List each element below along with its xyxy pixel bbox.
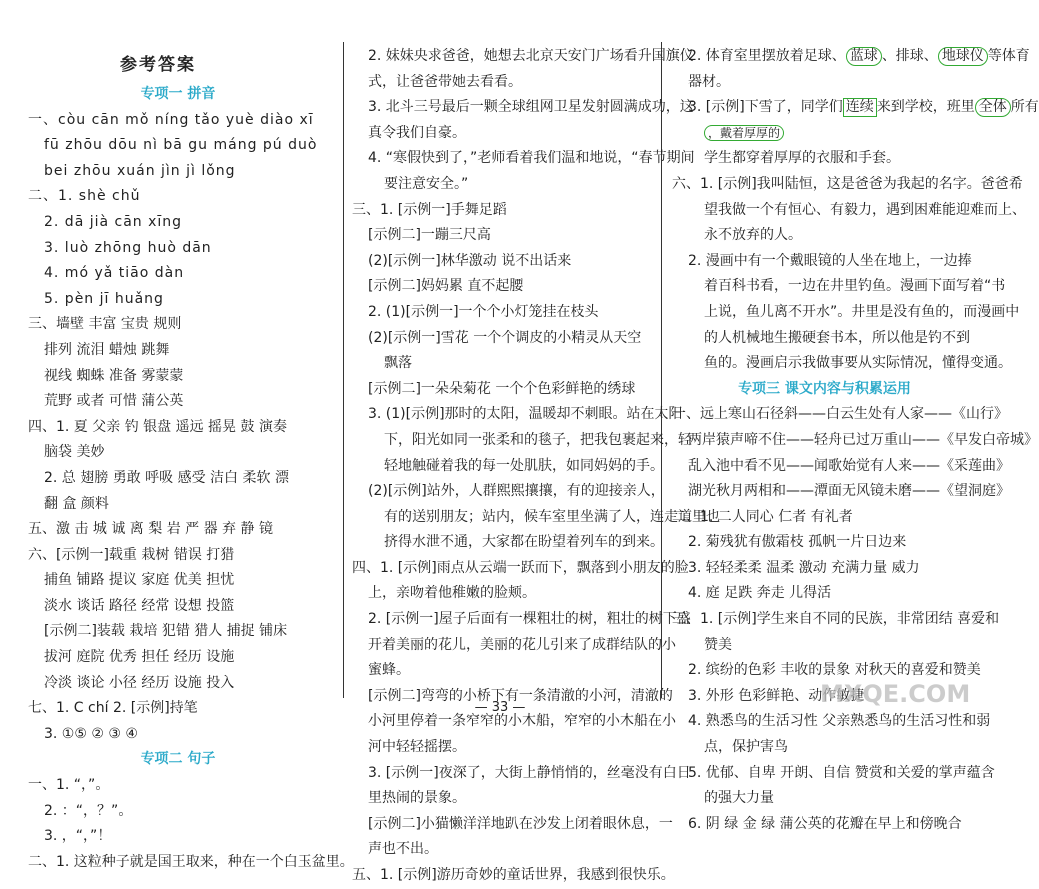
answer-line: 两岸猿声啼不住——轻舟已过万重山——《早发白帝城》	[688, 431, 1038, 448]
answer-line	[672, 121, 977, 147]
answer-line: 2. 菊残犹有傲霜枝 孤帆一片日边来	[688, 534, 907, 551]
answer-line: 3. [示例]下雪了，同学们 连续 来到学校，班里 全体 所有	[688, 99, 1039, 116]
answer-line: 上说，鱼儿离不开水”。井里是没有鱼的，而漫画中	[704, 303, 1020, 320]
answer-line: (2)[示例]站外，人群熙熙攘攘，有的迎接亲人，	[368, 483, 665, 500]
answer-line: 5. pèn jī huǎng	[44, 290, 164, 307]
answer-line: 式，让爸爸带她去看看。	[368, 73, 522, 90]
column-divider	[343, 42, 344, 698]
answer-line: 有的送别朋友；站内，候车室里坐满了人，连走道里也	[384, 508, 720, 525]
answer-line: 飘落	[384, 355, 412, 372]
answer-line: [示例二]弯弯的小桥下有一条清澈的小河，清澈的	[368, 687, 673, 704]
circled-word: 全体	[975, 98, 1011, 117]
answer-line: 声也不出。	[368, 841, 438, 858]
answer-line: 排列 流泪 蜡烛 跳舞	[44, 341, 170, 358]
answer-line: 2. [示例一]屋子后面有一棵粗壮的树，粗壮的树下盛	[368, 611, 691, 628]
answer-line: 脑袋 美妙	[44, 444, 105, 461]
boxed-word: 连续	[843, 98, 877, 117]
answer-line: 3. [示例一]夜深了，大街上静悄悄的，丝毫没有白日	[368, 764, 691, 781]
answer-line: 开着美丽的花儿，美丽的花儿引来了成群结队的小	[368, 636, 676, 653]
circled-word: 地球仪	[938, 47, 988, 66]
answer-line: [示例二]一朵朵菊花 一个个色彩鲜艳的绣球	[368, 380, 636, 397]
answer-line: 淡水 谈话 路径 经常 设想 投篮	[44, 597, 235, 614]
answer-line: 荒野 或者 可惜 蒲公英	[44, 393, 184, 410]
answer-line: (2)[示例一]雪花 一个个调皮的小精灵从天空	[368, 329, 642, 346]
answer-line: 2. 漫画中有一个戴眼镜的人坐在地上，一边捧	[688, 252, 972, 269]
answer-line: 四、1. [示例]雨点从云端一跃而下，飘落到小朋友的脸	[352, 559, 689, 576]
answer-line: 河中轻轻摇摆。	[368, 739, 466, 756]
column-3	[672, 44, 1039, 837]
answer-line: 四、1. 夏 父亲 钓 银盘 遥远 摇晃 鼓 演奏	[28, 418, 287, 435]
answer-line: 一、còu cān mǒ níng tǎo yuè diào xī	[28, 111, 314, 128]
answer-line: 里热闹的景象。	[368, 790, 466, 807]
answer-line: 点，保护害鸟	[704, 739, 788, 756]
answer-line: 永不放弃的人。	[704, 227, 802, 244]
answer-line: [示例二]一蹦三尺高	[368, 227, 491, 244]
page-title: 参考答案	[120, 55, 196, 75]
answer-line: 乱入池中看不见——闻歌始觉有人来——《采莲曲》	[688, 457, 1010, 474]
section-header: 专项二 句子	[140, 751, 216, 768]
answer-line: 学生都穿着厚厚的衣服和手套。	[704, 150, 900, 167]
answer-line: 2. 总 翅膀 勇敢 呼吸 感受 洁白 柔软 漂	[44, 469, 289, 486]
answer-line: 湖光秋月两相和——潭面无风镜未磨——《望洞庭》	[688, 483, 1010, 500]
answer-line: [示例二]妈妈累 直不起腰	[368, 278, 524, 295]
answer-line: 二、1. shè chǔ	[28, 188, 141, 205]
answer-line: 上，亲吻着他稚嫩的脸颊。	[368, 585, 536, 602]
answer-line: 6. 阴 绿 金 绿 蒲公英的花瓣在早上和傍晚合	[688, 815, 962, 832]
answer-line: 4. mó yǎ tiāo dàn	[44, 265, 185, 282]
answer-line: 一、1. “，”。	[28, 777, 110, 794]
answer-line: 2. 妹妹央求爸爸，她想去北京天安门广场看升国旗仪	[368, 48, 694, 64]
column-divider	[661, 42, 662, 698]
column-1	[28, 44, 354, 875]
answer-line: 要注意安全。”	[384, 175, 469, 192]
answer-line: 下，阳光如同一张柔和的毯子，把我包裹起来，轻	[384, 431, 692, 448]
answer-line: 捕鱼 铺路 提议 家庭 优美 担忧	[44, 572, 235, 589]
answer-line: 3. 外形 色彩鲜艳、动作敏捷	[688, 687, 865, 704]
answer-line: 五、激 击 城 诚 离 梨 岩 严 器 弃 静 镜	[28, 521, 273, 538]
answer-line: 二、1. 二人同心 仁者 有礼者	[672, 508, 853, 525]
answer-line: 2. ：“，？”。	[44, 802, 133, 819]
answer-line: 4. 庭 足跌 奔走 儿得活	[688, 585, 832, 602]
answer-line: 着百科书看，一边在井里钓鱼。漫画下面写着“书	[704, 278, 1006, 295]
answer-line: 六、[示例一]载重 栽树 错误 打猎	[28, 546, 235, 563]
answer-line: 鱼的。漫画启示我做事要从实际情况，懂得变通。	[704, 355, 1012, 372]
answer-line: 五、1. [示例]游历奇妙的童话世界，我感到很快乐。	[352, 867, 675, 883]
answer-line: 一、远上寒山石径斜——白云生处有人家——《山行》	[672, 406, 1008, 423]
answer-line: 冷淡 谈论 小径 经历 设施 投入	[44, 674, 235, 691]
answer-line: 真令我们自豪。	[368, 124, 466, 141]
answer-line: 5. 优郁、自卑 开朗、自信 赞赏和关爱的掌声蕴含	[688, 764, 995, 781]
answer-line: 3. 北斗三号最后一颗全球组网卫星发射圆满成功，这	[368, 99, 694, 116]
answer-line: 小河里停着一条窄窄的小木船，窄窄的小木船在小	[368, 713, 676, 730]
answer-line: 轻地触碰着我的每一处肌肤，如同妈妈的手。	[384, 457, 664, 474]
answer-line: 2. 缤纷的色彩 丰收的景象 对秋天的喜爱和赞美	[688, 662, 981, 679]
answer-line: 挤得水泄不通，大家都在盼望着列车的到来。	[384, 534, 664, 551]
answer-line: 的强大力量	[704, 790, 774, 807]
answer-line: 二、1. 这粒种子就是国王取来，种在一个白玉盆里。	[28, 853, 354, 870]
answer-line: 翻 盒 颜料	[44, 495, 109, 512]
answer-line: 六、1. [示例]我叫陆恒，这是爸爸为我起的名字。爸爸希	[672, 175, 1023, 192]
answer-line: 2. dā jià cān xīng	[44, 213, 183, 230]
answer-line: 2. (1)[示例一]一个个小灯笼挂在枝头	[368, 303, 599, 320]
circled-word: 蓝球	[846, 47, 882, 66]
answer-line: 的人机械地生搬硬套书本，所以他是钓不到	[704, 329, 970, 346]
page-number: — 33 —	[474, 700, 526, 715]
answer-line: 拔河 庭院 优秀 担任 经历 设施	[44, 649, 235, 666]
answer-line: 器材。	[688, 73, 730, 90]
answer-line: 三、1. [示例]学生来自不同的民族，非常团结 喜爱和	[672, 611, 1000, 628]
answer-line: [示例二]装载 栽培 犯错 猎人 捕捉 铺床	[44, 623, 288, 640]
answer-line: [示例二]小猫懒洋洋地趴在沙发上闭着眼休息，一	[368, 815, 673, 832]
inserted-phrase: ，戴着厚厚的	[704, 125, 784, 141]
answer-line: fū zhōu dōu nì bā gu máng pú duò	[44, 137, 318, 154]
answer-line: 视线 蜘蛛 准备 雾蒙蒙	[44, 367, 184, 384]
section-header: 专项三 课文内容与积累运用	[738, 380, 911, 397]
answer-line: (2)[示例一]林华激动 说不出话来	[368, 252, 572, 269]
watermark: MXQE.COM	[820, 680, 971, 708]
answer-line: 3. (1)[示例]那时的太阳，温暖却不刺眼。站在太阳	[368, 406, 683, 423]
answer-line: 3. ①⑤ ② ③ ④	[44, 725, 138, 742]
answer-line: 3. 轻轻柔柔 温柔 激动 充满力量 威力	[688, 559, 920, 576]
answer-line: 4. 熟悉鸟的生活习性 父亲熟悉鸟的生活习性和弱	[688, 713, 991, 730]
answer-line: 三、1. [示例一]手舞足蹈	[352, 201, 507, 218]
answer-line: 2. 体育室里摆放着足球、 蓝球 、排球、 地球仪 等体育	[688, 48, 1030, 64]
section-header: 专项一 拼音	[140, 86, 216, 102]
answer-line: 3. luò zhōng huò dān	[44, 239, 212, 256]
answer-line: 望我做一个有恒心、有毅力，遇到困难能迎难而上、	[704, 201, 1026, 218]
answer-line: 蜜蜂。	[368, 662, 410, 679]
answer-line: 4. “寒假快到了，”老师看着我们温和地说，“春节期间	[368, 150, 695, 167]
answer-line: 3. ，“，”！	[44, 828, 112, 845]
answer-line: 七、1. C chí 2. [示例]持笔	[28, 700, 198, 717]
answer-line: 三、墙壁 丰富 宝贵 规则	[28, 316, 182, 333]
answer-line: bei zhōu xuán jìn jì lǒng	[44, 162, 236, 179]
answer-line: 赞美	[704, 636, 732, 653]
